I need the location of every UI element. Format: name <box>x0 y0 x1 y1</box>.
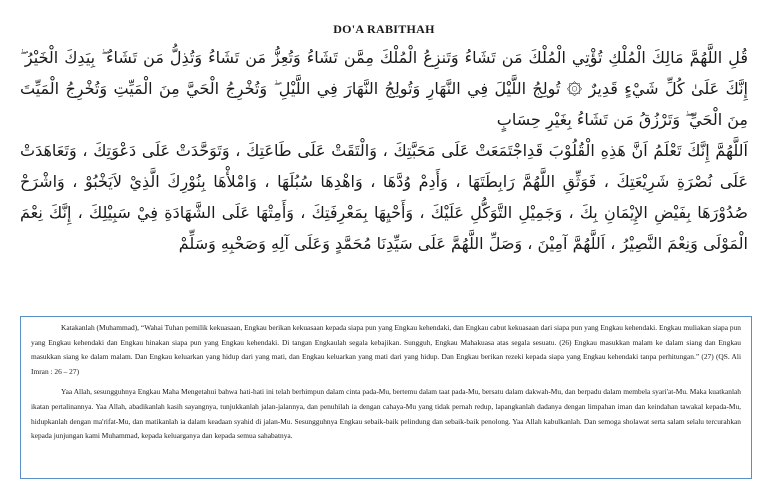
translation-box <box>20 316 752 479</box>
translation-paragraph-verse: Katakanlah (Muhammad), “Wahai Tuhan pemilik kekuasaan, Engkau berikan kekuasaan kepada siapa pun yang Engkau kehendaki, dan Engkau cabut kekuasaan dari siapa pun yang Engkau kehendaki. Engkau muliakan siapa pun yang Engkau kehendaki dan Engkau hinakan siapa pun yang Engkau kehendaki. Di tangan Engkaulah segala kebajikan. Sungguh, Engkau Mahakuasa atas segala sesuatu. (26) Engkau masukkan malam ke dalam siang dan Engkau masukkan siang ke dalam malam. Dan Engkau keluarkan yang hidup dari yang mati, dan Engkau keluarkan yang mati dari yang hidup. Dan Engkau berikan rezeki kepada siapa yang Engkau kehendaki tanpa perhitungan.” (27) (QS. Ali Imran : 26 – 27) <box>31 323 741 376</box>
arabic-prayer-text <box>20 42 748 259</box>
arabic-paragraph-rabithah: اَللَّهُمَّ إِنَّكَ تَعْلَمُ اَنَّ هَذِهِ الْقُلُوْبَ قَدِاجْتَمَعَتْ عَلَى مَحَبَّتِكَ ، وَالْتَقَتْ عَلَى طَاعَتِكَ ، وَتَوَحَّدَتْ عَلَى دَعْوَتِكَ ، وَتَعَاهَدَتْ عَلَى نُصْرَةِ شَرِيْعَتِكَ ، فَوَثِّقِ اللَّهُمَّ رَابِطَتَهَا ، وَأَدِمْ وُدَّهَا ، وَاهْدِهَا سُبُلَهَا ، وَامْلأْهَا بِنُوْرِكَ الَّذِيْ لاَيَخْبُوْ ، وَاشْرَحْ صُدُوْرَهَا بِفَيْضِ الإِيْمَانِ بِكَ ، وَجَمِيْلِ التَّوَكُّلِ عَلَيْكَ ، وَأَحْيِهَا بِمَعْرِفَتِكَ ، وَأَمِتْهَا عَلَى الشَّهَادَةِ فِيْ سَبِيْلِكَ ، إِنَّكَ نِعْمَ الْمَوْلَى وَنِعْمَ النَّصِيْرُ ، اَللَّهُمَّ آمِيْنَ ، وَصَلِّ اللَّهُمَّ عَلَى سَيِّدِنَا مُحَمَّدٍ وَعَلَى آلِهِ وَصَحْبِهِ وَسَلِّمْ <box>20 141 748 253</box>
document-title: DO'A RABITHAH <box>333 22 435 36</box>
translation-paragraph-rabithah: Yaa Allah, sesungguhnya Engkau Maha Mengetahui bahwa hati-hati ini telah berhimpun dalam cinta pada-Mu, bertemu dalam taat pada-Mu, bersatu dalam dakwah-Mu, dan berpadu dalam membela syari'at-Mu. Maka kuatkanlah ikatan pertalinannya. Yaa Allah, abadikanlah kasih sayangnya, tunjukkanlah jalan-jalannya, dan penuhilah ia dengan cahaya-Mu yang tidak pernah redup, lapangkanlah dadanya dengan limpahan iman dan keindahan tawakal kepada-Mu, hidupkanlah dengan ma'rifat-Mu, dan matikanlah ia dalam keadaan syahid di jalan-Mu. Sesungguhnya Engkau sebaik-baik pelindung dan sebaik-baik penolong. Yaa Allah kabulkanlah. Dan semoga sholawat serta salam selalu tercurahkan kepada junjungan kami Muhammad, kepada keluarganya dan kepada semua sahabatnya. <box>31 387 741 441</box>
arabic-paragraph-quran-verse: قُلِ اللَّهُمَّ مَالِكَ الْمُلْكِ تُؤْتِي الْمُلْكَ مَن تَشَاءُ وَتَنزِعُ الْمُلْكَ مِمَّن تَشَاءُ وَتُعِزُّ مَن تَشَاءُ وَتُذِلُّ مَن تَشَاءُ ۖ بِيَدِكَ الْخَيْرُ ۖ إِنَّكَ عَلَىٰ كُلِّ شَيْءٍ قَدِيرٌ ۞ تُولِجُ اللَّيْلَ فِي النَّهَارِ وَتُولِجُ النَّهَارَ فِي اللَّيْلِ ۖ وَتُخْرِجُ الْحَيَّ مِنَ الْمَيِّتِ وَتُخْرِجُ الْمَيِّتَ مِنَ الْحَيِّ ۖ وَتَرْزُقُ مَن تَشَاءُ بِغَيْرِ حِسَابٍ <box>20 48 748 129</box>
